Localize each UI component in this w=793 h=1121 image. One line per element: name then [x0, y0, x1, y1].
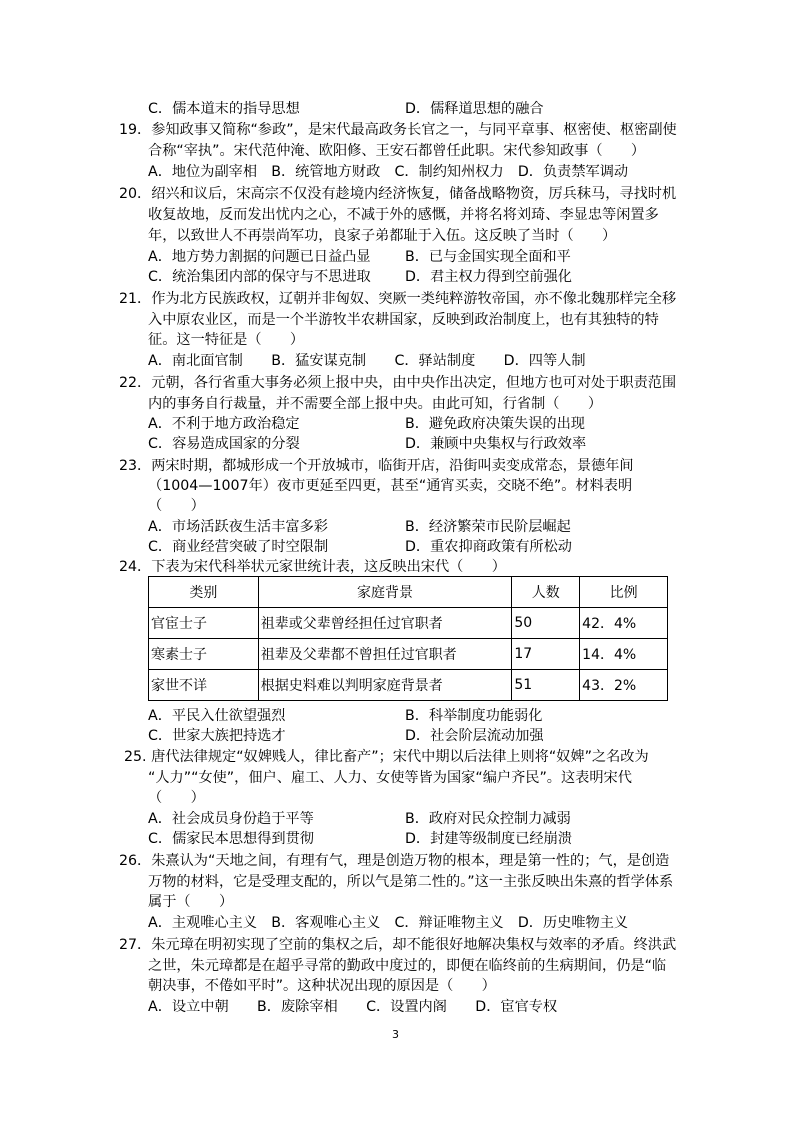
q26-stem-line2: 万物的材料，它是受理支配的，所以气是第二性的。”这一主张反映出朱熹的哲学体系 [148, 874, 674, 890]
table-header-row [149, 577, 668, 608]
q20-stem-line3: 年，以致世人不再崇尚军功，良家子弟都耻于入伍。这反映了当时（ ） [148, 228, 617, 244]
q23-option-d: D．重农抑商政策有所松动 [405, 539, 572, 555]
table-cell: 17 [512, 639, 580, 670]
q27-stem-line2: 之世，朱元璋都是在超乎寻常的勤政中度过的，即便在临终前的生病期间，仍是“临 [148, 958, 667, 974]
q18-option-c: C．儒本道末的指导思想 [148, 101, 300, 117]
q21-options: A．南北面官制 B．猛安谋克制 C．驿站制度 D．四等人制 [148, 353, 586, 369]
q25-stem-line3: （ ） [148, 790, 205, 806]
q23-option-b: B．经济繁荣市民阶层崛起 [405, 519, 571, 535]
q21-stem-line1: 21．作为北方民族政权，辽朝并非匈奴、突厥一类纯粹游牧帝国，亦不像北魏那样完全移 [119, 291, 677, 307]
q21-stem-line2: 入中原农业区，而是一个半游牧半农耕国家，反映到政治制度上，也有其独特的特 [148, 312, 659, 328]
q24-option-c: C．世家大族把持选才 [148, 728, 286, 744]
q25-option-d: D．封建等级制度已经崩溃 [405, 831, 572, 847]
q19-stem-line2: 合称“宰执”。宋代范仲淹、欧阳修、王安石都曾任此职。宋代参知政事（ ） [148, 143, 646, 159]
page-number: 3 [392, 1028, 399, 1041]
table-header: 比例 [580, 577, 668, 608]
q22-stem-line1: 22．元朝，各行省重大事务必须上报中央，由中央作出决定，但地方也可对处于职责范围 [119, 375, 677, 391]
q19-options: A．地位为副宰相 B．统管地方财政 C．制约知州权力 D．负责禁军调动 [148, 164, 629, 180]
table-header: 人数 [512, 577, 580, 608]
q22-stem-line2: 内的事务自行裁量，并不需要全部上报中央。由此可知，行省制（ ） [148, 396, 603, 412]
q20-stem-line1: 20．绍兴和议后，宋高宗不仅没有趁境内经济恢复，储备战略物资，厉兵秣马，寻找时机 [119, 186, 677, 202]
table-cell: 家世不详 [149, 670, 259, 701]
q25-option-a: A．社会成员身份趋于平等 [148, 811, 314, 827]
q23-stem-line2: （1004—1007年）夜市更延至四更，甚至“通宵买卖，交晓不绝”。材料表明 [148, 478, 633, 494]
table-cell: 51 [512, 670, 580, 701]
q25-option-c: C．儒家民本思想得到贯彻 [148, 831, 314, 847]
table-cell: 祖辈或父辈曾经担任过官职者 [258, 608, 512, 639]
q23-stem-line1: 23．两宋时期，都城形成一个开放城市，临街开店，沿街叫卖变成常态，景德年间 [119, 458, 634, 474]
zhuangyuan-family-table [148, 576, 668, 701]
q20-option-d: D．君主权力得到空前强化 [405, 269, 572, 285]
q20-option-b: B．已与金国实现全面和平 [405, 249, 571, 265]
table-cell: 官宦士子 [149, 608, 259, 639]
q24-stem-line1: 24．下表为宋代科举状元家世统计表，这反映出宋代（ ） [119, 559, 506, 575]
table-cell: 42．4% [580, 608, 668, 639]
q26-stem-line1: 26．朱熹认为“天地之间，有理有气，理是创造万物的根本，理是第一性的；气，是创造 [119, 853, 670, 869]
q24-option-d: D．社会阶层流动加强 [405, 728, 544, 744]
q27-stem-line3: 朝决事，不倦如平时”。这种状况出现的原因是（ ） [148, 978, 496, 994]
q24-option-b: B．科举制度功能弱化 [405, 708, 543, 724]
q22-option-b: B．避免政府决策失误的出现 [405, 416, 585, 432]
q26-options: A．主观唯心主义 B．客观唯心主义 C．辩证唯物主义 D．历史唯物主义 [148, 915, 629, 931]
table-row [149, 670, 668, 701]
q27-stem-line1: 27．朱元璋在明初实现了空前的集权之后，却不能很好地解决集权与效率的矛盾。终洪武 [119, 937, 677, 953]
q23-option-c: C．商业经营突破了时空限制 [148, 539, 329, 555]
q20-option-a: A．地方势力割据的问题已日益凸显 [148, 249, 371, 265]
table-row [149, 608, 668, 639]
q18-option-d: D．儒释道思想的融合 [405, 101, 544, 117]
q22-option-a: A．不利于地方政治稳定 [148, 416, 300, 432]
q25-stem-line1: 25. 唐代法律规定“奴婢贱人，律比畜产”；宋代中期以后法律上则将“奴婢”之名改为 [124, 749, 649, 765]
q25-stem-line2: “人力”“女使”，佃户、雇工、人力、女使等皆为国家“编户齐民”。这表明宋代 [148, 770, 632, 786]
table-cell: 根据史料难以判明家庭背景者 [258, 670, 512, 701]
q20-stem-line2: 收复故地，反而发出忧内之心，不减于外的感慨，并将名将刘琦、李显忠等闲置多 [148, 207, 659, 223]
table-header: 家庭背景 [258, 577, 512, 608]
q19-stem-line1: 19．参知政事又简称“参政”，是宋代最高政务长官之一，与同平章事、枢密使、枢密副使 [119, 122, 677, 138]
q20-option-c: C．统治集团内部的保守与不思进取 [148, 269, 371, 285]
q24-option-a: A．平民入仕欲望强烈 [148, 708, 286, 724]
table-cell: 寒素士子 [149, 639, 259, 670]
table-header: 类别 [149, 577, 259, 608]
table-cell: 14．4% [580, 639, 668, 670]
q23-stem-line3: （ ） [148, 498, 205, 514]
q23-option-a: A．市场活跃夜生活丰富多彩 [148, 519, 328, 535]
q27-options: A．设立中朝 B．废除宰相 C．设置内阁 D．宦官专权 [148, 999, 558, 1015]
table-row [149, 639, 668, 670]
q21-stem-line3: 征。这一特征是（ ） [148, 332, 305, 348]
table-cell: 50 [512, 608, 580, 639]
table-cell: 祖辈及父辈都不曾担任过官职者 [258, 639, 512, 670]
q25-option-b: B．政府对民众控制力减弱 [405, 811, 571, 827]
table-cell: 43．2% [580, 670, 668, 701]
q26-stem-line3: 属于（ ） [148, 894, 234, 910]
q22-option-d: D．兼顾中央集权与行政效率 [405, 436, 587, 452]
q22-option-c: C．容易造成国家的分裂 [148, 436, 300, 452]
